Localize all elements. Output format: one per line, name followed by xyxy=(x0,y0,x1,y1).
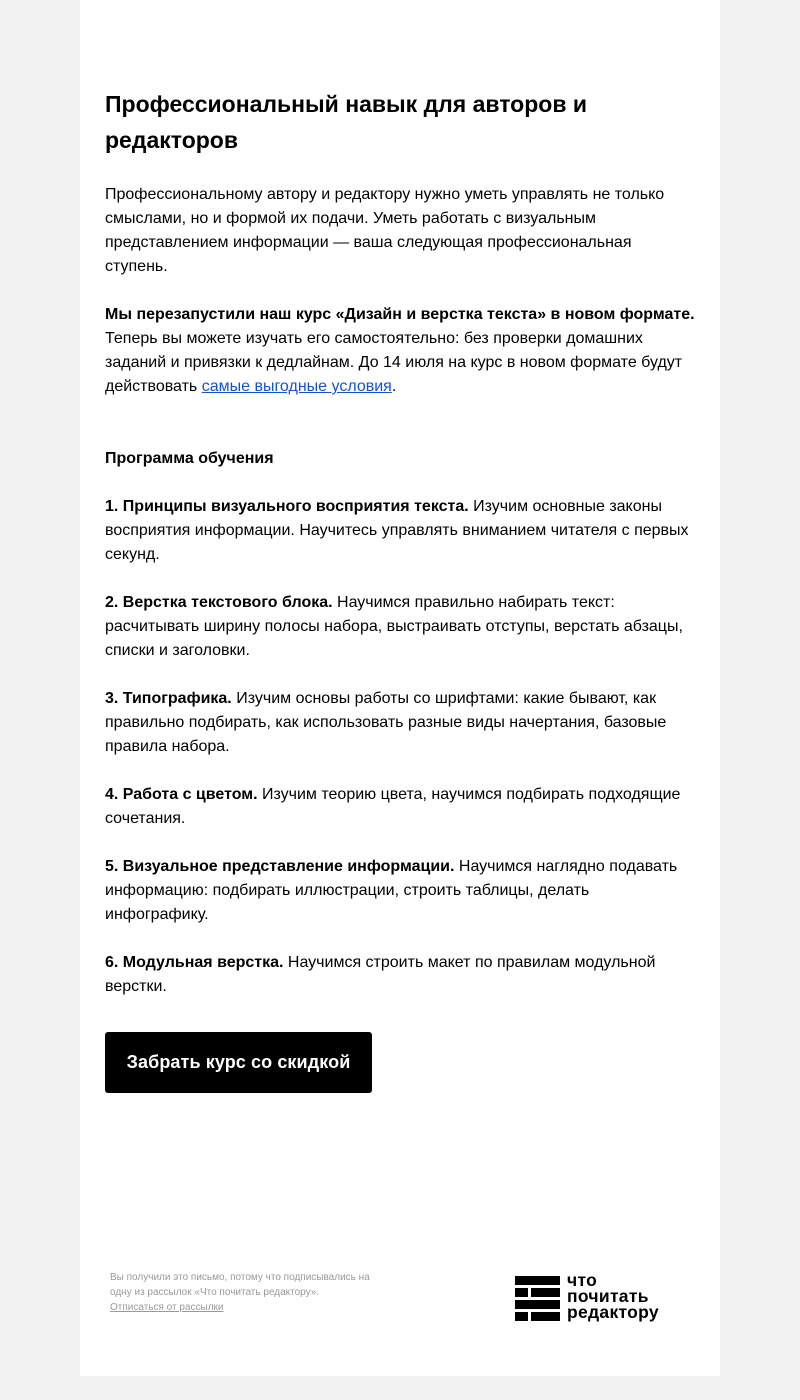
module-text: Изучим основы работы со шрифтами: какие бывают, как правильно подбирать, как использовать разные виды начертания, базовые правила набора. xyxy=(105,690,667,755)
module-item xyxy=(105,591,695,663)
logo-wordmark xyxy=(567,1272,659,1320)
heading: Профессиональный навык для авторов и редакторов xyxy=(105,91,588,153)
footer xyxy=(110,1270,690,1330)
logo-line: редактору xyxy=(567,1302,659,1322)
stacked-bars-logo-icon xyxy=(515,1276,560,1321)
module-text: Изучим теорию цвета, научимся подбирать подходящие сочетания. xyxy=(105,786,681,827)
intro-paragraph: Профессиональному автору и редактору нужно уметь управлять не только смыслами, но и формой их подачи. Уметь работать с визуальным представлением информации — ваша следующая профессиональная ступень. xyxy=(105,186,665,275)
relaunch-bold: Мы перезапустили наш курс «Дизайн и верстка текста» в новом формате. xyxy=(105,306,695,323)
email-content xyxy=(105,86,695,1093)
logo-line: что xyxy=(567,1270,598,1290)
logo-line: почитать xyxy=(567,1286,649,1306)
email-container xyxy=(80,0,720,1376)
module-title: 6. Модульная верстка. xyxy=(105,954,284,971)
module-title: 2. Верстка текстового блока. xyxy=(105,594,333,611)
brand-logo[interactable] xyxy=(515,1270,691,1327)
module-item xyxy=(105,951,695,999)
module-item xyxy=(105,495,695,567)
relaunch-paragraph xyxy=(105,303,695,399)
module-text: Изучим основные законы восприятия информации. Научитесь управлять вниманием читателя с первых секунд. xyxy=(105,498,689,563)
module-item xyxy=(105,783,695,831)
module-item xyxy=(105,855,695,927)
get-course-button[interactable]: Забрать курс со скидкой xyxy=(105,1032,372,1093)
program-title: Программа обучения xyxy=(105,450,274,467)
best-terms-link[interactable]: самые выгодные условия xyxy=(201,378,392,395)
module-text: Научимся правильно набирать текст: расчитывать ширину полосы набора, выстраивать отступы, верстать абзацы, списки и заголовки. xyxy=(105,594,683,659)
module-text: Научимся наглядно подавать информацию: подбирать иллюстрации, строить таблицы, делать инфографику. xyxy=(105,858,678,923)
module-item xyxy=(105,687,695,759)
footer-notice-text: Вы получили это письмо, потому что подписывались на одну из рассылок «Что почитать редактору». xyxy=(110,1272,370,1298)
relaunch-end: . xyxy=(391,378,397,395)
unsubscribe-link[interactable]: Отписаться от рассылки xyxy=(110,1302,224,1313)
module-title: 4. Работа с цветом. xyxy=(105,786,258,803)
module-title: 1. Принципы визуального восприятия текста. xyxy=(105,498,469,515)
module-title: 5. Визуальное представление информации. xyxy=(105,858,455,875)
module-title: 3. Типографика. xyxy=(105,690,232,707)
relaunch-text: Теперь вы можете изучать его самостоятельно: без проверки домашних заданий и привязки к дедлайнам. До 14 июля на курс в новом формате будут действовать xyxy=(105,330,683,395)
module-text: Научимся строить макет по правилам модульной верстки. xyxy=(105,954,656,995)
footer-notice xyxy=(110,1270,390,1315)
